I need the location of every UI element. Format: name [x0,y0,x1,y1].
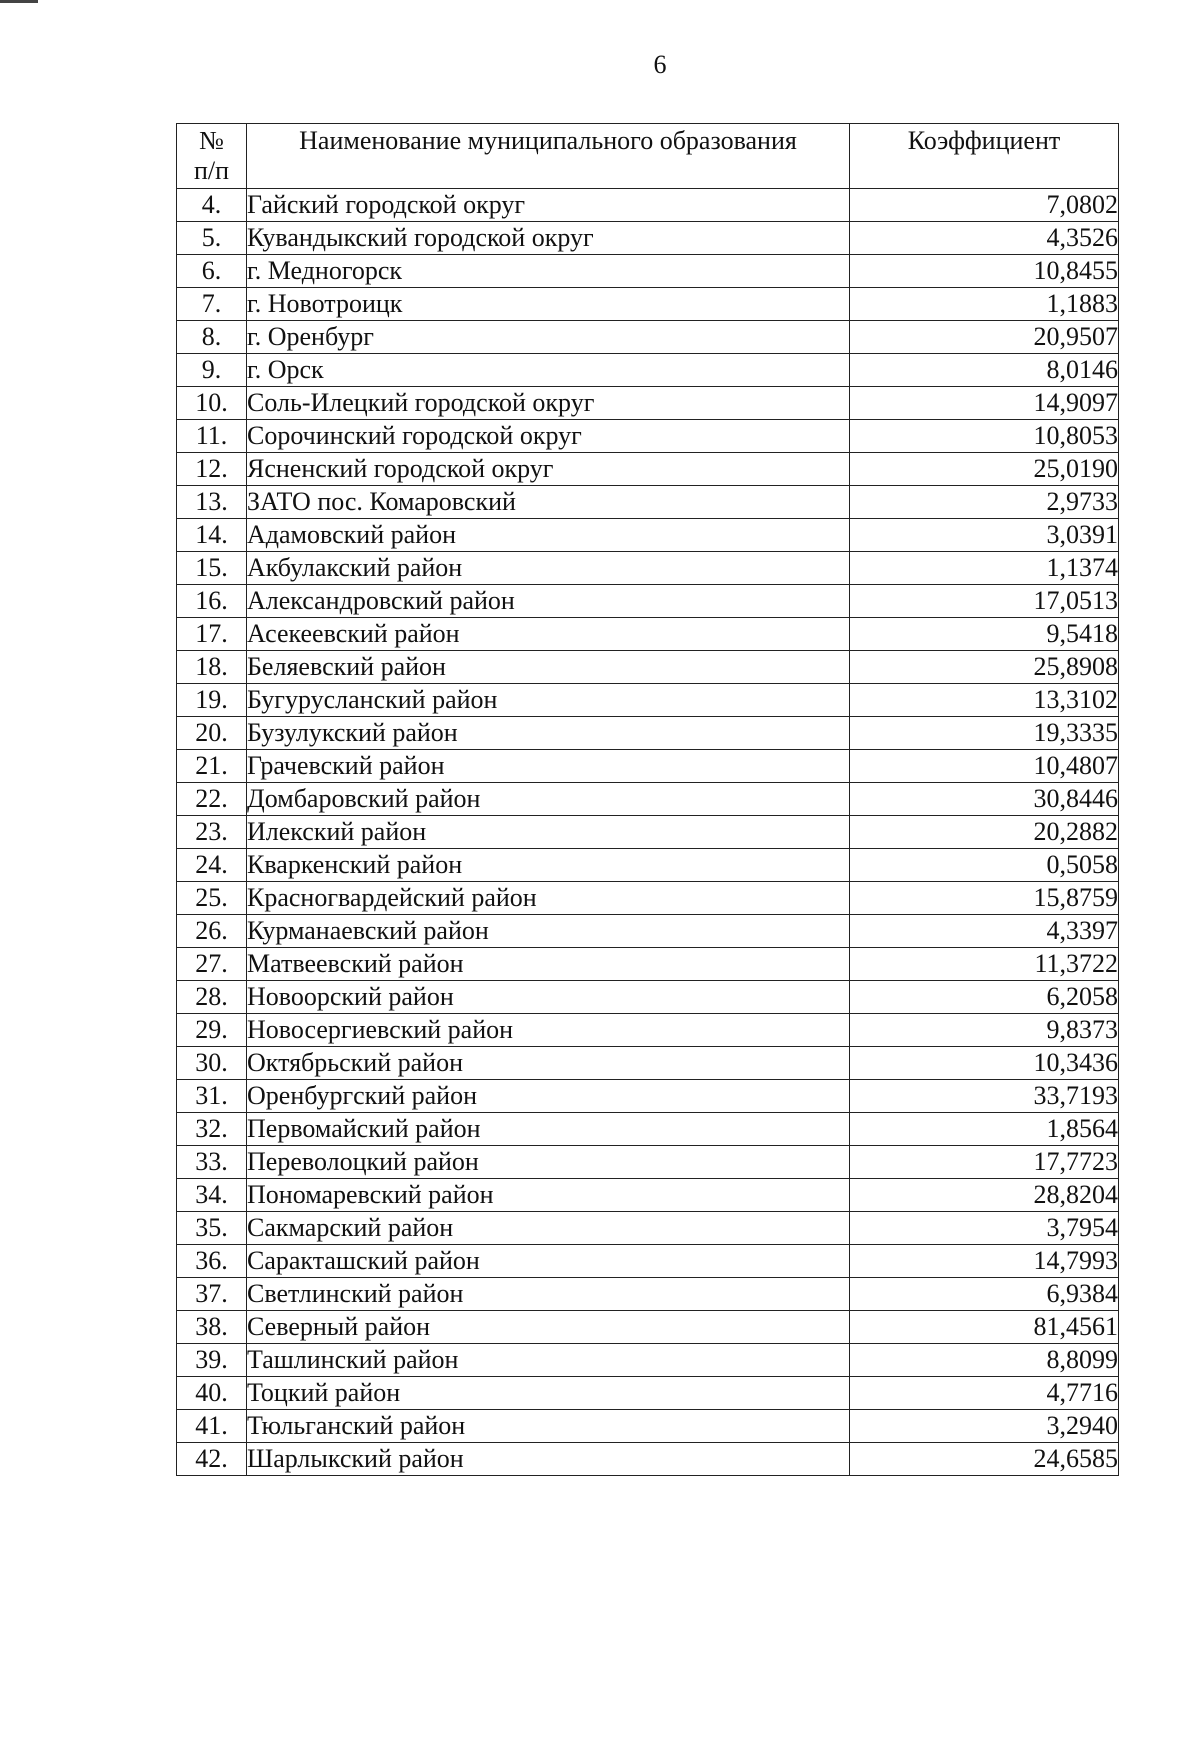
table-row [177,420,1119,453]
row-name: Светлинский район [247,1278,850,1311]
row-coefficient: 1,1883 [850,288,1119,321]
row-number: 16. [177,585,247,618]
row-name: Оренбургский район [247,1080,850,1113]
row-number: 36. [177,1245,247,1278]
table-row [177,453,1119,486]
row-name: Илекский район [247,816,850,849]
row-number: 6. [177,255,247,288]
row-number: 37. [177,1278,247,1311]
table-row [177,486,1119,519]
row-name: Ясненский городской округ [247,453,850,486]
row-number: 10. [177,387,247,420]
row-coefficient: 10,3436 [850,1047,1119,1080]
table-row [177,189,1119,222]
row-number: 4. [177,189,247,222]
row-coefficient: 3,7954 [850,1212,1119,1245]
row-number: 40. [177,1377,247,1410]
row-coefficient: 7,0802 [850,189,1119,222]
table-row [177,1014,1119,1047]
table-row [177,981,1119,1014]
row-number: 35. [177,1212,247,1245]
table-body [177,189,1119,1476]
table-row [177,585,1119,618]
table-row [177,519,1119,552]
row-name: Бузулукский район [247,717,850,750]
row-name: Первомайский район [247,1113,850,1146]
table-row [177,783,1119,816]
row-coefficient: 10,8455 [850,255,1119,288]
row-number: 19. [177,684,247,717]
row-coefficient: 25,8908 [850,651,1119,684]
row-name: Адамовский район [247,519,850,552]
row-number: 39. [177,1344,247,1377]
row-coefficient: 20,9507 [850,321,1119,354]
row-number: 27. [177,948,247,981]
row-coefficient: 4,3526 [850,222,1119,255]
row-number: 15. [177,552,247,585]
row-name: Ташлинский район [247,1344,850,1377]
table-row [177,1278,1119,1311]
row-coefficient: 9,8373 [850,1014,1119,1047]
table-row [177,1443,1119,1476]
table-row [177,684,1119,717]
table-row [177,948,1119,981]
table-row [177,354,1119,387]
row-name: Кваркенский район [247,849,850,882]
row-number: 34. [177,1179,247,1212]
row-name: Бугурусланский район [247,684,850,717]
row-number: 9. [177,354,247,387]
row-name: Домбаровский район [247,783,850,816]
row-name: Сакмарский район [247,1212,850,1245]
row-name: Матвеевский район [247,948,850,981]
row-coefficient: 3,2940 [850,1410,1119,1443]
row-name: Переволоцкий район [247,1146,850,1179]
row-number: 42. [177,1443,247,1476]
table-row [177,1311,1119,1344]
row-name: Шарлыкский район [247,1443,850,1476]
row-coefficient: 25,0190 [850,453,1119,486]
row-name: г. Орск [247,354,850,387]
table-row [177,1377,1119,1410]
row-number: 8. [177,321,247,354]
row-name: г. Медногорск [247,255,850,288]
row-number: 18. [177,651,247,684]
table-row [177,882,1119,915]
table-row [177,717,1119,750]
row-coefficient: 1,8564 [850,1113,1119,1146]
row-coefficient: 30,8446 [850,783,1119,816]
row-coefficient: 10,4807 [850,750,1119,783]
row-coefficient: 13,3102 [850,684,1119,717]
table-row [177,288,1119,321]
row-number: 22. [177,783,247,816]
table-row [177,915,1119,948]
row-name: Гайский городской округ [247,189,850,222]
row-number: 30. [177,1047,247,1080]
table-header [177,124,1119,189]
row-number: 13. [177,486,247,519]
row-name: Сорочинский городской округ [247,420,850,453]
table-row [177,618,1119,651]
row-name: Пономаревский район [247,1179,850,1212]
row-coefficient: 3,0391 [850,519,1119,552]
row-number: 21. [177,750,247,783]
row-coefficient: 20,2882 [850,816,1119,849]
row-coefficient: 17,0513 [850,585,1119,618]
header-number-abbrev: п/п [193,156,230,185]
row-name: Новосергиевский район [247,1014,850,1047]
row-coefficient: 15,8759 [850,882,1119,915]
row-name: Новоорский район [247,981,850,1014]
table-row [177,651,1119,684]
row-coefficient: 9,5418 [850,618,1119,651]
row-number: 20. [177,717,247,750]
row-coefficient: 8,8099 [850,1344,1119,1377]
row-coefficient: 14,7993 [850,1245,1119,1278]
row-name: Северный район [247,1311,850,1344]
scan-edge-mark [0,0,38,3]
row-number: 25. [177,882,247,915]
row-name: Асекеевский район [247,618,850,651]
row-number: 41. [177,1410,247,1443]
row-coefficient: 28,8204 [850,1179,1119,1212]
header-number [177,124,247,189]
table-row [177,750,1119,783]
table-row [177,1410,1119,1443]
row-coefficient: 17,7723 [850,1146,1119,1179]
table-row [177,1344,1119,1377]
row-number: 7. [177,288,247,321]
row-coefficient: 19,3335 [850,717,1119,750]
row-number: 31. [177,1080,247,1113]
row-number: 28. [177,981,247,1014]
row-coefficient: 14,9097 [850,387,1119,420]
row-coefficient: 6,9384 [850,1278,1119,1311]
table-row [177,1080,1119,1113]
table-row [177,321,1119,354]
table-row [177,1245,1119,1278]
header-number-sign: № [199,126,224,155]
row-name: Тоцкий район [247,1377,850,1410]
table-row [177,387,1119,420]
row-name: Октябрьский район [247,1047,850,1080]
row-name: Акбулакский район [247,552,850,585]
row-name: г. Новотроицк [247,288,850,321]
table-row [177,1113,1119,1146]
row-number: 38. [177,1311,247,1344]
row-coefficient: 4,3397 [850,915,1119,948]
row-coefficient: 6,2058 [850,981,1119,1014]
row-number: 12. [177,453,247,486]
row-number: 17. [177,618,247,651]
table-row [177,552,1119,585]
row-name: Александровский район [247,585,850,618]
header-name: Наименование муниципального образования [247,124,850,189]
table-row [177,1047,1119,1080]
coefficient-table [176,123,1119,1476]
row-number: 14. [177,519,247,552]
row-number: 32. [177,1113,247,1146]
row-number: 11. [177,420,247,453]
row-coefficient: 11,3722 [850,948,1119,981]
row-number: 23. [177,816,247,849]
row-number: 24. [177,849,247,882]
row-name: Саракташский район [247,1245,850,1278]
table-row [177,255,1119,288]
row-name: Беляевский район [247,651,850,684]
table-row [177,222,1119,255]
row-name: Соль-Илецкий городской округ [247,387,850,420]
row-name: Курманаевский район [247,915,850,948]
row-number: 29. [177,1014,247,1047]
header-coefficient: Коэффициент [850,124,1119,189]
row-coefficient: 24,6585 [850,1443,1119,1476]
row-coefficient: 4,7716 [850,1377,1119,1410]
table-row [177,1146,1119,1179]
table-row [177,849,1119,882]
row-coefficient: 81,4561 [850,1311,1119,1344]
table-row [177,1179,1119,1212]
row-number: 33. [177,1146,247,1179]
row-coefficient: 0,5058 [850,849,1119,882]
row-coefficient: 8,0146 [850,354,1119,387]
row-coefficient: 2,9733 [850,486,1119,519]
row-number: 5. [177,222,247,255]
row-name: Кувандыкский городской округ [247,222,850,255]
row-number: 26. [177,915,247,948]
row-coefficient: 1,1374 [850,552,1119,585]
row-name: ЗАТО пос. Комаровский [247,486,850,519]
page-number: 6 [653,50,667,79]
table-row [177,816,1119,849]
table-row [177,1212,1119,1245]
row-name: г. Оренбург [247,321,850,354]
row-coefficient: 33,7193 [850,1080,1119,1113]
row-coefficient: 10,8053 [850,420,1119,453]
table-header-row [177,124,1119,189]
row-name: Красногвардейский район [247,882,850,915]
row-name: Грачевский район [247,750,850,783]
row-name: Тюльганский район [247,1410,850,1443]
